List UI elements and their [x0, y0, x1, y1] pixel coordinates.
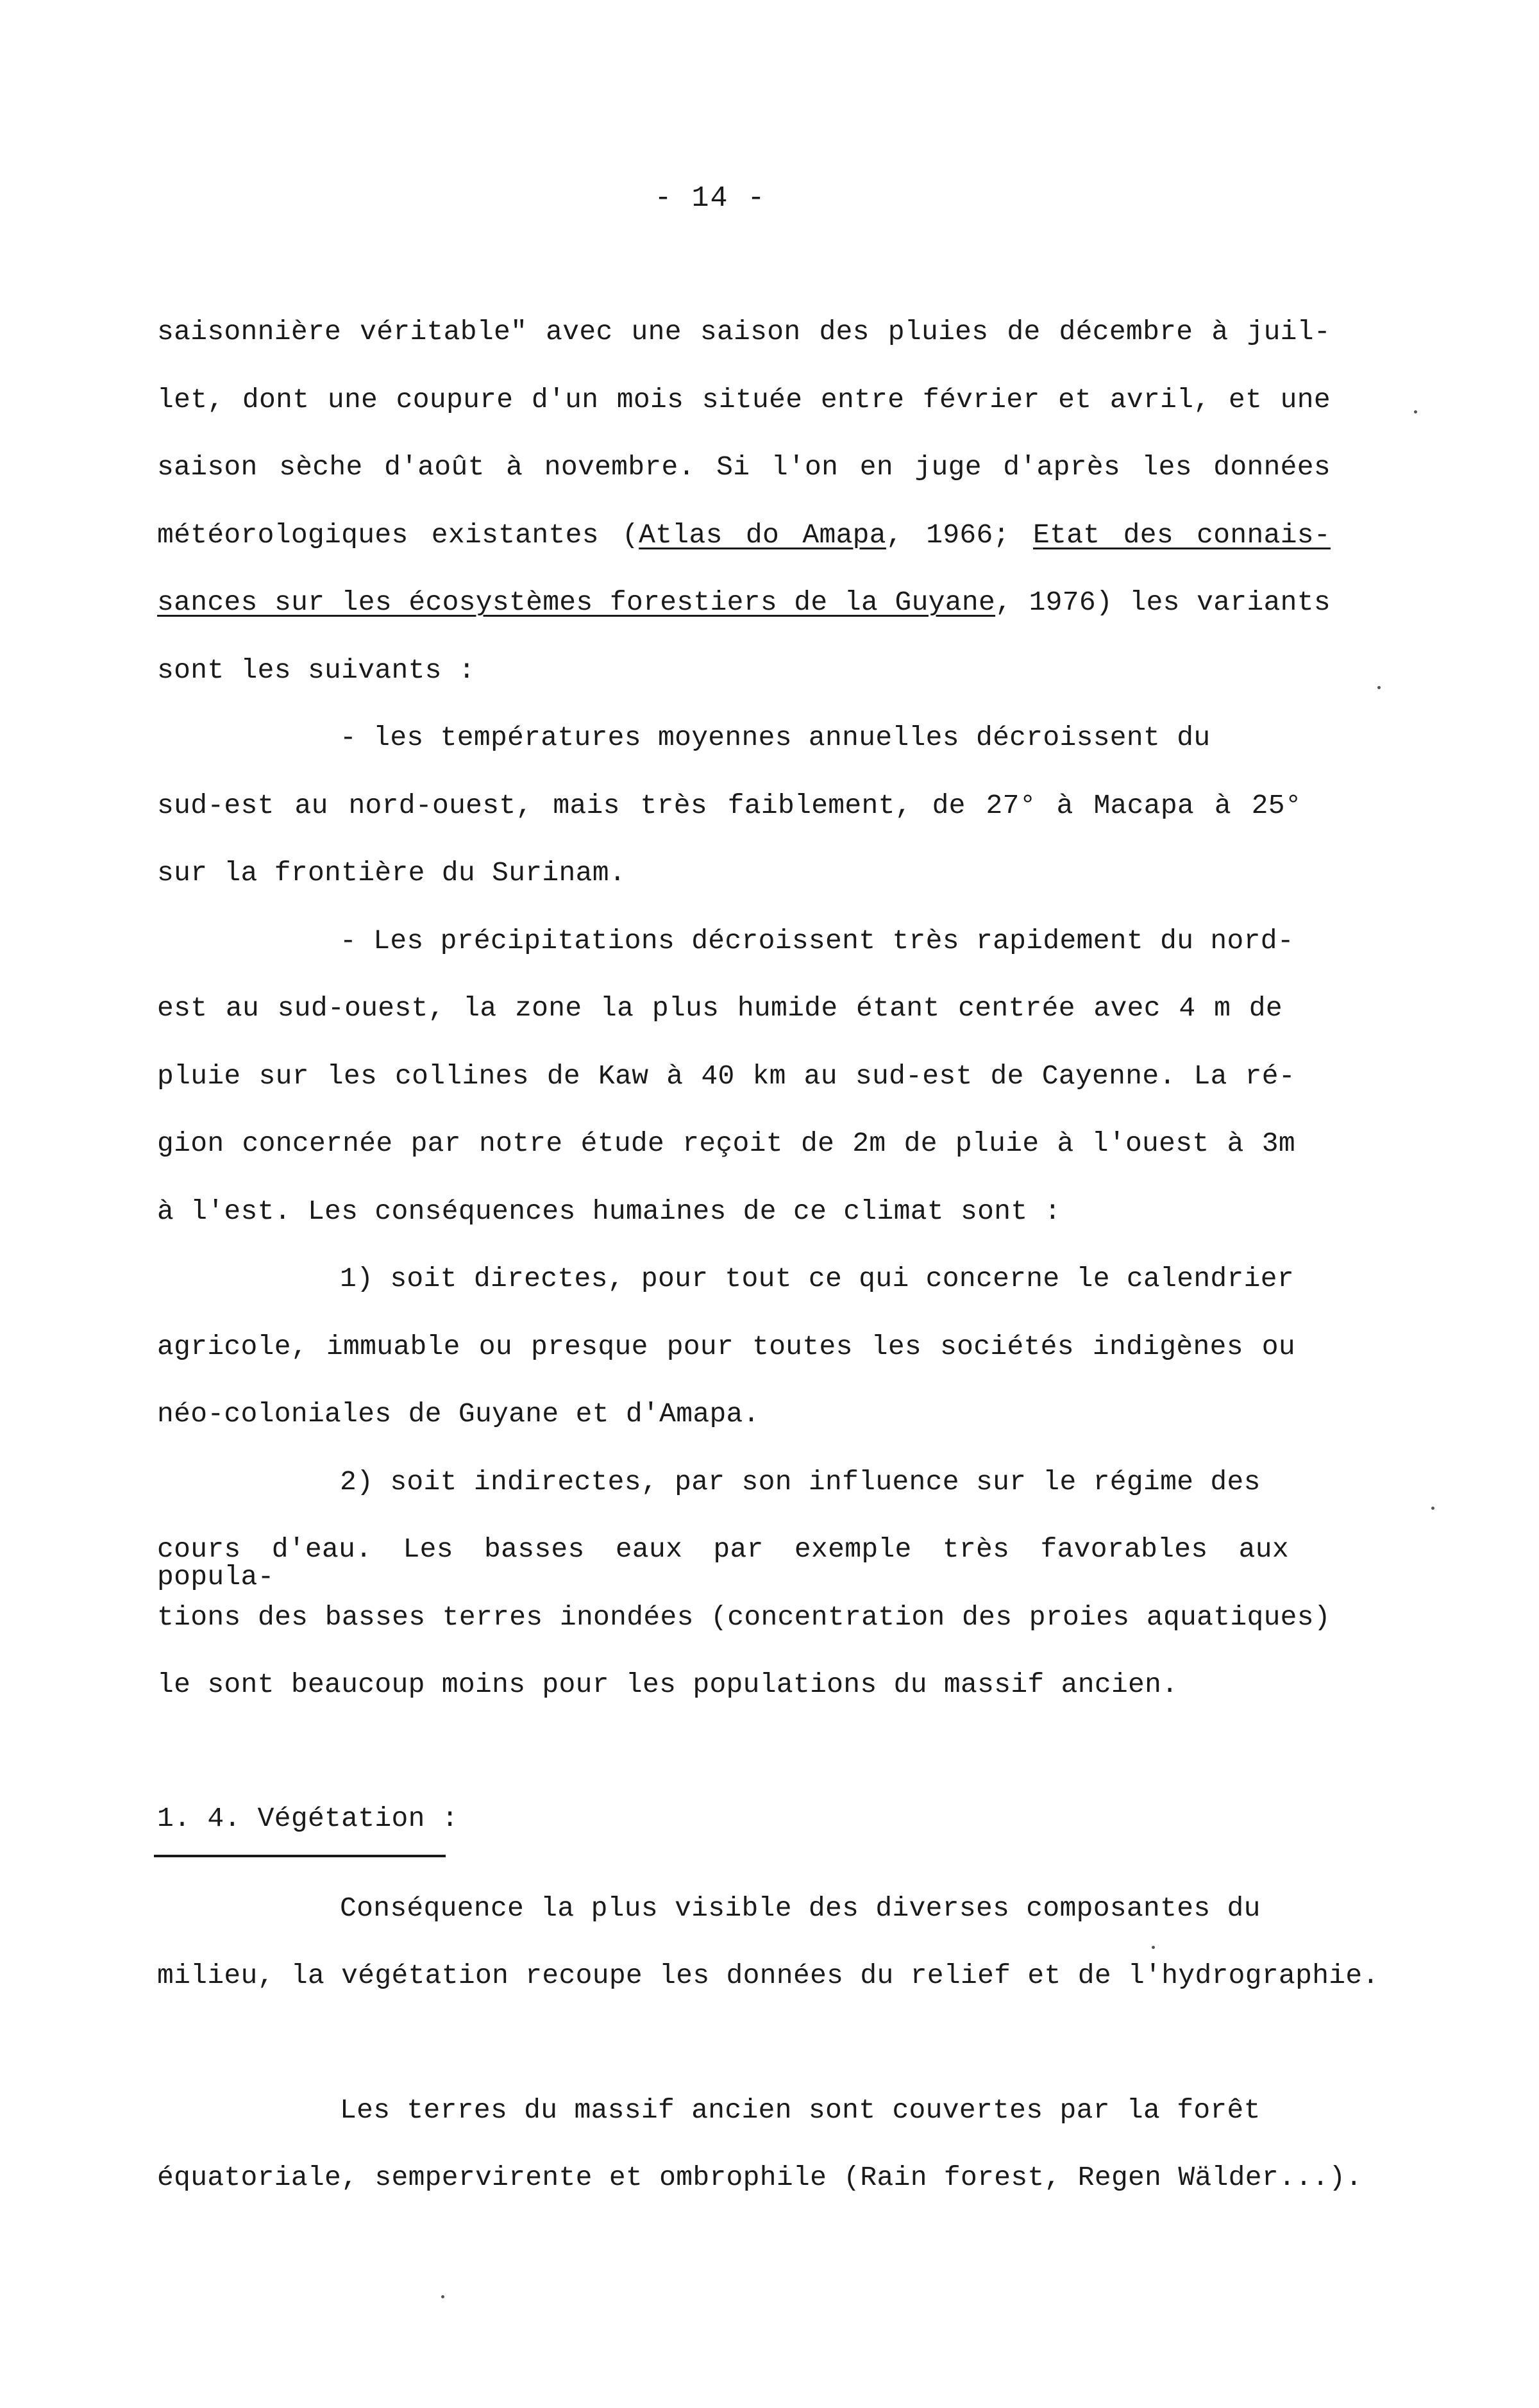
text-run: , 1976) les variants [995, 587, 1331, 618]
text-line: cours d'eau. Les basses eaux par exemple très favorables aux popula- [157, 1534, 1289, 1593]
heading-underline [154, 1855, 446, 1857]
text-line: milieu, la végétation recoupe les données du relief et de l'hydrographie. [157, 1960, 1379, 1991]
text-line: est au sud-ouest, la zone la plus humide étant centrée avec 4 m de [157, 992, 1282, 1024]
text-line: sud-est au nord-ouest, mais très faiblement, de 27° à Macapa à 25° [157, 790, 1302, 821]
text-run: météorologiques existantes ( [157, 519, 639, 551]
text-line: le sont beaucoup moins pour les populations du massif ancien. [157, 1669, 1179, 1700]
text-run: , 1966; [886, 519, 1033, 551]
text-line: sont les suivants : [157, 655, 475, 686]
text-line: sur la frontière du Surinam. [157, 857, 626, 889]
text-line: néo-coloniales de Guyane et d'Amapa. [157, 1398, 760, 1430]
text-line: tions des basses terres inondées (concentration des proies aquatiques) [157, 1601, 1331, 1633]
text-line: 2) soit indirectes, par son influence sur le régime des [340, 1466, 1261, 1498]
text-line: équatoriale, sempervirente et ombrophile (Rain forest, Regen Wälder...). [157, 2162, 1363, 2193]
text-line: à l'est. Les conséquences humaines de ce climat sont : [157, 1196, 1061, 1227]
text-line: - les températures moyennes annuelles décroissent du [340, 722, 1211, 753]
text-line: saisonnière véritable" avec une saison des pluies de décembre à juil- [157, 316, 1331, 347]
text-line: saison sèche d'août à novembre. Si l'on en juge d'après les données [157, 451, 1331, 483]
scan-speck [1414, 410, 1417, 414]
text-line: let, dont une coupure d'un mois située entre février et avril, et une [157, 384, 1331, 415]
text-line: Conséquence la plus visible des diverses composantes du [340, 1893, 1261, 1924]
text-line: agricole, immuable ou presque pour toutes les sociétés indigènes ou [157, 1331, 1295, 1362]
scan-speck [1152, 1946, 1155, 1949]
text-line: gion concernée par notre étude reçoit de 2m de pluie à l'ouest à 3m [157, 1128, 1295, 1159]
text-line: pluie sur les collines de Kaw à 40 km au sud-est de Cayenne. La ré- [157, 1060, 1295, 1092]
section-heading: 1. 4. Végétation : [157, 1803, 458, 1834]
scan-speck [1377, 686, 1381, 689]
reference-title-etat-cont: sances sur les écosystèmes forestiers de la Guyane [157, 587, 996, 618]
text-line: - Les précipitations décroissent très rapidement du nord- [340, 925, 1294, 957]
text-line [157, 589, 1331, 616]
text-line: 1) soit directes, pour tout ce qui concerne le calendrier [340, 1263, 1294, 1294]
scan-speck [441, 2295, 444, 2298]
reference-title-atlas: Atlas do Amapa [639, 519, 886, 551]
reference-title-etat: Etat des connais- [1032, 519, 1331, 551]
scan-speck [1431, 1507, 1434, 1510]
text-line [157, 521, 1331, 549]
page-number: - 14 - [654, 182, 766, 215]
text-line: Les terres du massif ancien sont couvertes par la forêt [340, 2094, 1261, 2126]
